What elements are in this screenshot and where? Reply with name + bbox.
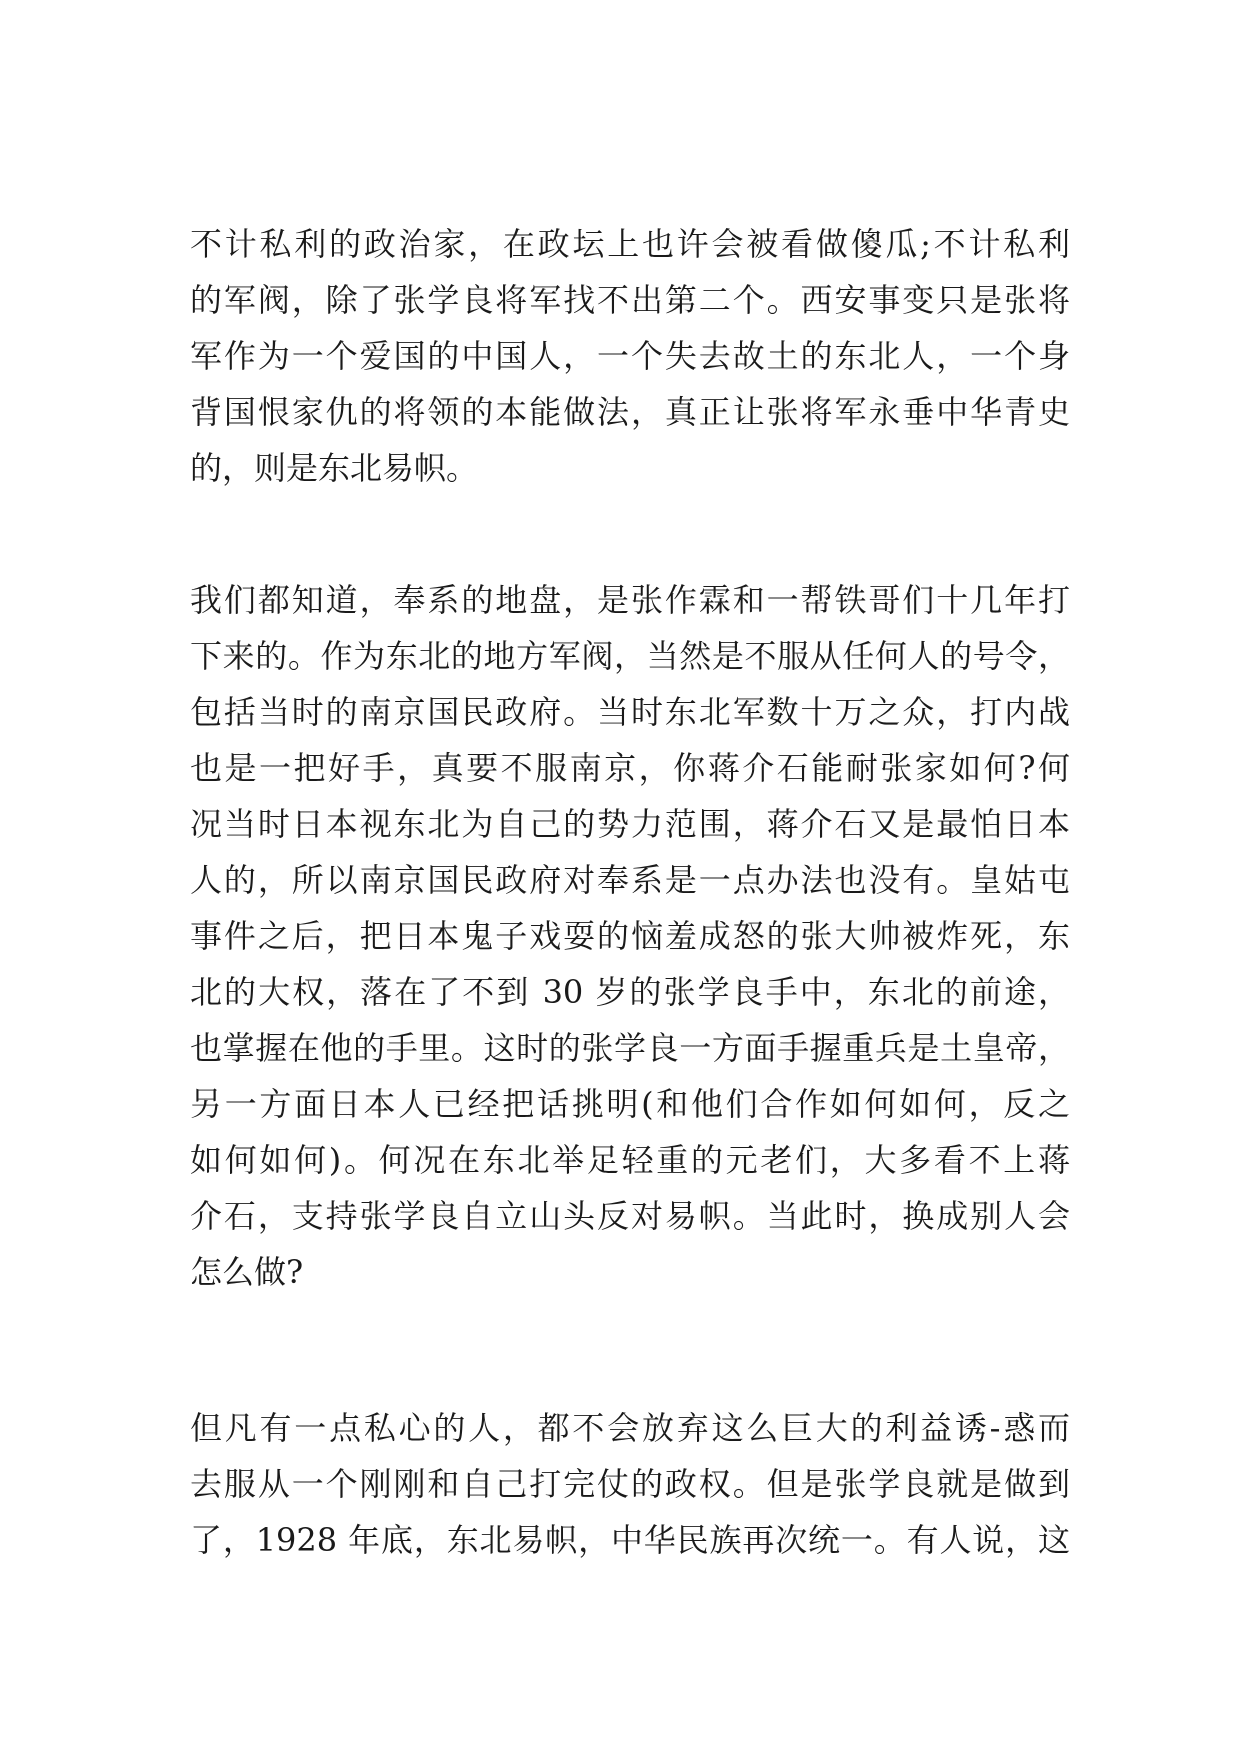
- text-line: 北的大权，落在了不到 30 岁的张学良手中，东北的前途，: [190, 973, 1070, 1011]
- text-line: 事件之后，把日本鬼子戏耍的恼羞成怒的张大帅被炸死，东: [190, 917, 1070, 955]
- text-line: 介石，支持张学良自立山头反对易帜。当此时，换成别人会: [190, 1197, 1070, 1235]
- text-line: 另一方面日本人已经把话挑明(和他们合作如何如何，反之: [190, 1085, 1070, 1123]
- text-line: 的军阀，除了张学良将军找不出第二个。西安事变只是张将: [190, 281, 1070, 319]
- text-line: 我们都知道，奉系的地盘，是张作霖和一帮铁哥们十几年打: [190, 581, 1070, 619]
- text-line: 但凡有一点私心的人，都不会放弃这么巨大的利益诱-惑而: [190, 1409, 1070, 1447]
- text-line: 军作为一个爱国的中国人，一个失去故土的东北人，一个身: [190, 337, 1070, 375]
- text-line: 也是一把好手，真要不服南京，你蒋介石能耐张家如何?何: [190, 749, 1070, 787]
- text-line: 去服从一个刚刚和自己打完仗的政权。但是张学良就是做到: [190, 1465, 1070, 1503]
- paragraph-2: [190, 572, 1070, 1300]
- text-line: 人的，所以南京国民政府对奉系是一点办法也没有。皇姑屯: [190, 861, 1070, 899]
- text-line: 背国恨家仇的将领的本能做法，真正让张将军永垂中华青史: [190, 393, 1070, 431]
- text-line: 也掌握在他的手里。这时的张学良一方面手握重兵是土皇帝，: [190, 1029, 1070, 1067]
- text-line: 如何如何)。何况在东北举足轻重的元老们，大多看不上蒋: [190, 1141, 1070, 1179]
- paragraph-3: [190, 1400, 1070, 1568]
- text-line: 不计私利的政治家，在政坛上也许会被看做傻瓜;不计私利: [190, 225, 1070, 263]
- text-line: 下来的。作为东北的地方军阀，当然是不服从任何人的号令，: [190, 637, 1070, 675]
- text-line: 况当时日本视东北为自己的势力范围，蒋介石又是最怕日本: [190, 805, 1070, 843]
- text-line: 怎么做?: [190, 1253, 304, 1291]
- text-line: 的，则是东北易帜。: [190, 449, 479, 487]
- text-line: 了，1928 年底，东北易帜，中华民族再次统一。有人说，这: [190, 1521, 1070, 1559]
- text-line: 包括当时的南京国民政府。当时东北军数十万之众，打内战: [190, 693, 1070, 731]
- paragraph-1: [190, 216, 1070, 496]
